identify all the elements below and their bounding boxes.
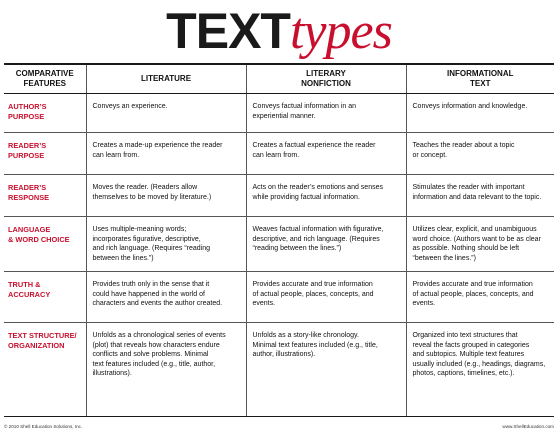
table-row: [4, 272, 554, 323]
table-cell: Unfolds as a chronological series of events (plot) that reveals how characters endure conflicts and solve problems. Minimal text features included (e.g., title, author, illustrations).: [86, 323, 246, 417]
table-cell: Weaves factual information with figurative, descriptive, and rich language. (Requires “reading between the lines.”): [246, 217, 406, 272]
column-header-informational-text: INFORMATIONAL TEXT: [406, 64, 554, 94]
table-cell: Creates a factual experience the reader can learn from.: [246, 133, 406, 175]
table-cell: Conveys an experience.: [86, 94, 246, 133]
table-row: [4, 323, 554, 417]
table-row: [4, 94, 554, 133]
table-cell: Provides accurate and true information of actual people, places, concepts, and events.: [246, 272, 406, 323]
table-cell: Teaches the reader about a topic or concept.: [406, 133, 554, 175]
title-accent: types: [289, 3, 392, 60]
website-footer: www.ShellEducation.com: [502, 424, 554, 429]
row-feature: AUTHOR’S PURPOSE: [4, 94, 86, 133]
comparison-table: [4, 63, 554, 417]
column-header-literary-nonfiction: LITERARY NONFICTION: [246, 64, 406, 94]
header-row: [4, 64, 554, 94]
title-main: TEXT: [166, 3, 290, 59]
column-header-literature: LITERATURE: [86, 64, 246, 94]
table-cell: Uses multiple-meaning words; incorporates figurative, descriptive, and rich language. (Requires “reading between the lines.”): [86, 217, 246, 272]
table-cell: Conveys factual information in an experiential manner.: [246, 94, 406, 133]
row-feature: LANGUAGE & WORD CHOICE: [4, 217, 86, 272]
column-header-features: COMPARATIVE FEATURES: [4, 64, 86, 94]
table-cell: Creates a made-up experience the reader can learn from.: [86, 133, 246, 175]
table-cell: Organized into text structures that reveal the facts grouped in categories and subtopics. Multiple text features usually included (e.g., headings, diagrams, photos, captions, timelines, etc.).: [406, 323, 554, 417]
table-cell: Provides accurate and true information of actual people, places, concepts, and events.: [406, 272, 554, 323]
table-cell: Provides truth only in the sense that it could have happened in the world of characters and events the author created.: [86, 272, 246, 323]
row-feature: READER’S RESPONSE: [4, 175, 86, 217]
table-cell: Acts on the reader’s emotions and senses while providing factual information.: [246, 175, 406, 217]
table-cell: Utilizes clear, explicit, and unambiguous word choice. (Authors want to be as clear as possible. Nothing should be left “between the lines.”): [406, 217, 554, 272]
row-feature: TEXT STRUCTURE/ ORGANIZATION: [4, 323, 86, 417]
table-cell: Stimulates the reader with important information and data relevant to the topic.: [406, 175, 554, 217]
row-feature: TRUTH & ACCURACY: [4, 272, 86, 323]
table-cell: Moves the reader. (Readers allow themselves to be moved by literature.): [86, 175, 246, 217]
table-row: [4, 175, 554, 217]
table-row: [4, 217, 554, 272]
table-cell: Unfolds as a story-like chronology. Minimal text features included (e.g., title, author, illustrations).: [246, 323, 406, 417]
page-title: [0, 3, 558, 60]
row-feature: READER’S PURPOSE: [4, 133, 86, 175]
table-cell: Conveys information and knowledge.: [406, 94, 554, 133]
copyright-footer: © 2010 Shell Education Solutions, Inc.: [4, 424, 83, 429]
table-row: [4, 133, 554, 175]
